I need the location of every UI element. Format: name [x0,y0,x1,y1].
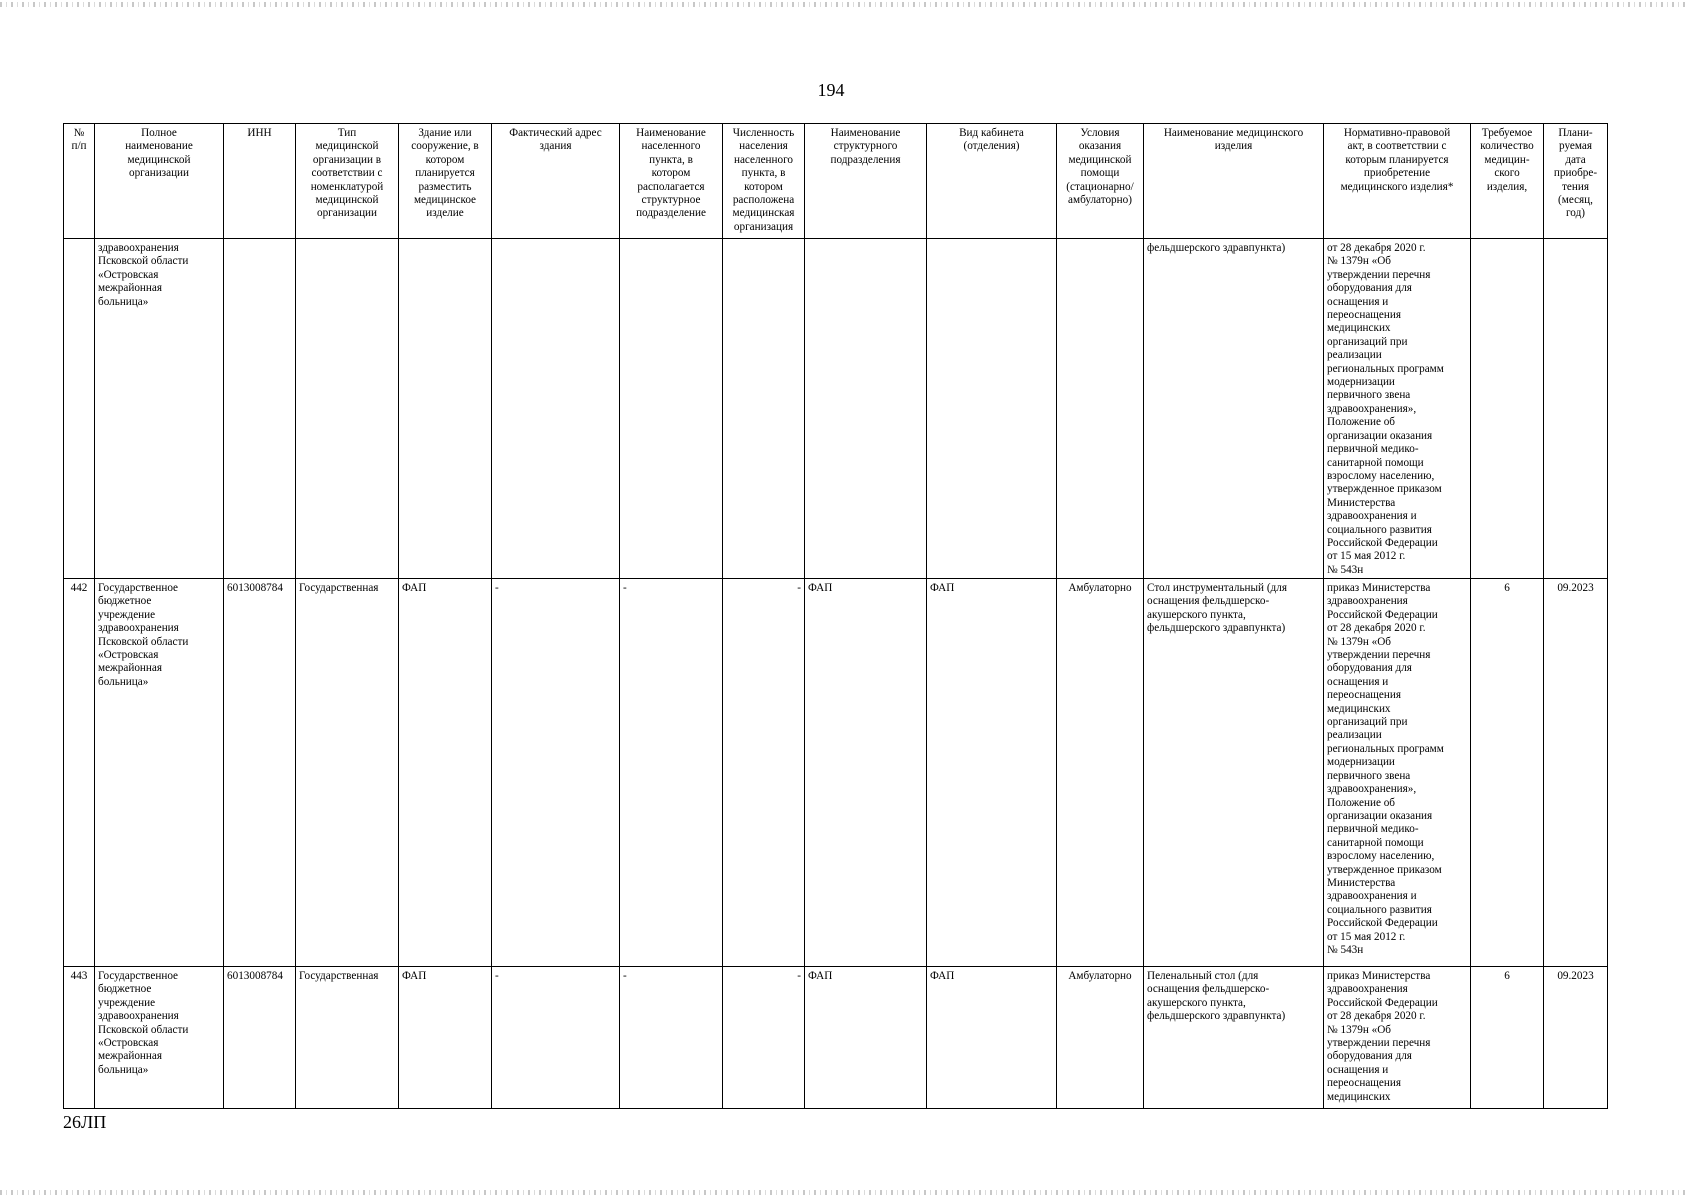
header-unit: Наименование структурного подразделения [805,124,927,239]
header-org: Полное наименование медицинской организации [95,124,224,239]
cell-type: Государственная [296,967,399,1109]
header-inn: ИНН [224,124,296,239]
cell-org: здравоохранения Псковской области «Островская межрайонная больница» [95,239,224,579]
cell-cabinet [927,239,1057,579]
cell-address: - [492,579,620,967]
cell-conditions [1057,239,1144,579]
cell-population: - [723,967,805,1109]
cell-qty: 6 [1471,579,1544,967]
header-address: Фактический адрес здания [492,124,620,239]
cell-date [1544,239,1608,579]
cell-conditions: Амбулаторно [1057,579,1144,967]
cell-num: 442 [64,579,95,967]
header-num: № п/п [64,124,95,239]
cell-settlement: - [620,579,723,967]
cell-building [399,239,492,579]
cell-org: Государственное бюджетное учреждение здравоохранения Псковской области «Островская межрайонная больница» [95,579,224,967]
cell-unit: ФАП [805,579,927,967]
cell-cabinet: ФАП [927,967,1057,1109]
scan-edge-top [0,2,1686,7]
header-cabinet: Вид кабинета (отделения) [927,124,1057,239]
document-code: 26ЛП [63,1112,107,1132]
cell-address: - [492,967,620,1109]
cell-settlement: - [620,967,723,1109]
table-row [64,579,1608,967]
cell-population [723,239,805,579]
page-number: 194 [817,80,845,100]
cell-unit [805,239,927,579]
table-row [64,967,1608,1109]
header-type: Тип медицинской организации в соответствии с номенклатурой медицинской организации [296,124,399,239]
cell-qty: 6 [1471,967,1544,1109]
cell-date: 09.2023 [1544,579,1608,967]
header-date: Плани- руемая дата приобре- тения (месяц, год) [1544,124,1608,239]
cell-address [492,239,620,579]
header-settlement: Наименование населенного пункта, в котором располагается структурное подразделение [620,124,723,239]
cell-settlement [620,239,723,579]
cell-act: приказ Министерства здравоохранения Российской Федерации от 28 декабря 2020 г. № 1379н «Об утверждении перечня оборудования для оснащения и переоснащения медицинских [1324,967,1471,1109]
cell-unit: ФАП [805,967,927,1109]
cell-qty [1471,239,1544,579]
equipment-table [63,123,1608,1109]
cell-population: - [723,579,805,967]
table-header-row [64,124,1608,239]
cell-type: Государственная [296,579,399,967]
header-act: Нормативно-правовой акт, в соответствии с которым планируется приобретение медицинского изделия* [1324,124,1471,239]
cell-building: ФАП [399,967,492,1109]
header-qty: Требуемое количество медицин- ского изделия, [1471,124,1544,239]
cell-device: Пеленальный стол (для оснащения фельдшерско- акушерского пункта, фельдшерского здравпункта) [1144,967,1324,1109]
cell-building: ФАП [399,579,492,967]
cell-type [296,239,399,579]
cell-device: фельдшерского здравпункта) [1144,239,1324,579]
cell-cabinet: ФАП [927,579,1057,967]
cell-act: от 28 декабря 2020 г. № 1379н «Об утверждении перечня оборудования для оснащения и переоснащения медицинских организаций при реализации региональных программ модернизации первичного звена здравоохранения», Положение об организации оказания первичной медико- санитарной помощи взрослому населению, утвержденное приказом Министерства здравоохранения и социального развития Российской Федерации от 15 мая 2012 г. № 543н [1324,239,1471,579]
cell-device: Стол инструментальный (для оснащения фельдшерско- акушерского пункта, фельдшерского здравпункта) [1144,579,1324,967]
header-conditions: Условия оказания медицинской помощи (стационарно/ амбулаторно) [1057,124,1144,239]
header-population: Численность населения населенного пункта, в котором расположена медицинская организация [723,124,805,239]
cell-num [64,239,95,579]
header-device: Наименование медицинского изделия [1144,124,1324,239]
scan-edge-bottom [0,1190,1686,1195]
cell-inn: 6013008784 [224,579,296,967]
table-row [64,239,1608,579]
cell-conditions: Амбулаторно [1057,967,1144,1109]
cell-date: 09.2023 [1544,967,1608,1109]
cell-org: Государственное бюджетное учреждение здравоохранения Псковской области «Островская межрайонная больница» [95,967,224,1109]
cell-inn: 6013008784 [224,967,296,1109]
cell-act: приказ Министерства здравоохранения Российской Федерации от 28 декабря 2020 г. № 1379н «Об утверждении перечня оборудования для оснащения и переоснащения медицинских организаций при реализации региональных программ модернизации первичного звена здравоохранения», Положение об организации оказания первичной медико- санитарной помощи взрослому населению, утвержденное приказом Министерства здравоохранения и социального развития Российской Федерации от 15 мая 2012 г. № 543н [1324,579,1471,967]
header-building: Здание или сооружение, в котором планируется разместить медицинское изделие [399,124,492,239]
cell-num: 443 [64,967,95,1109]
cell-inn [224,239,296,579]
